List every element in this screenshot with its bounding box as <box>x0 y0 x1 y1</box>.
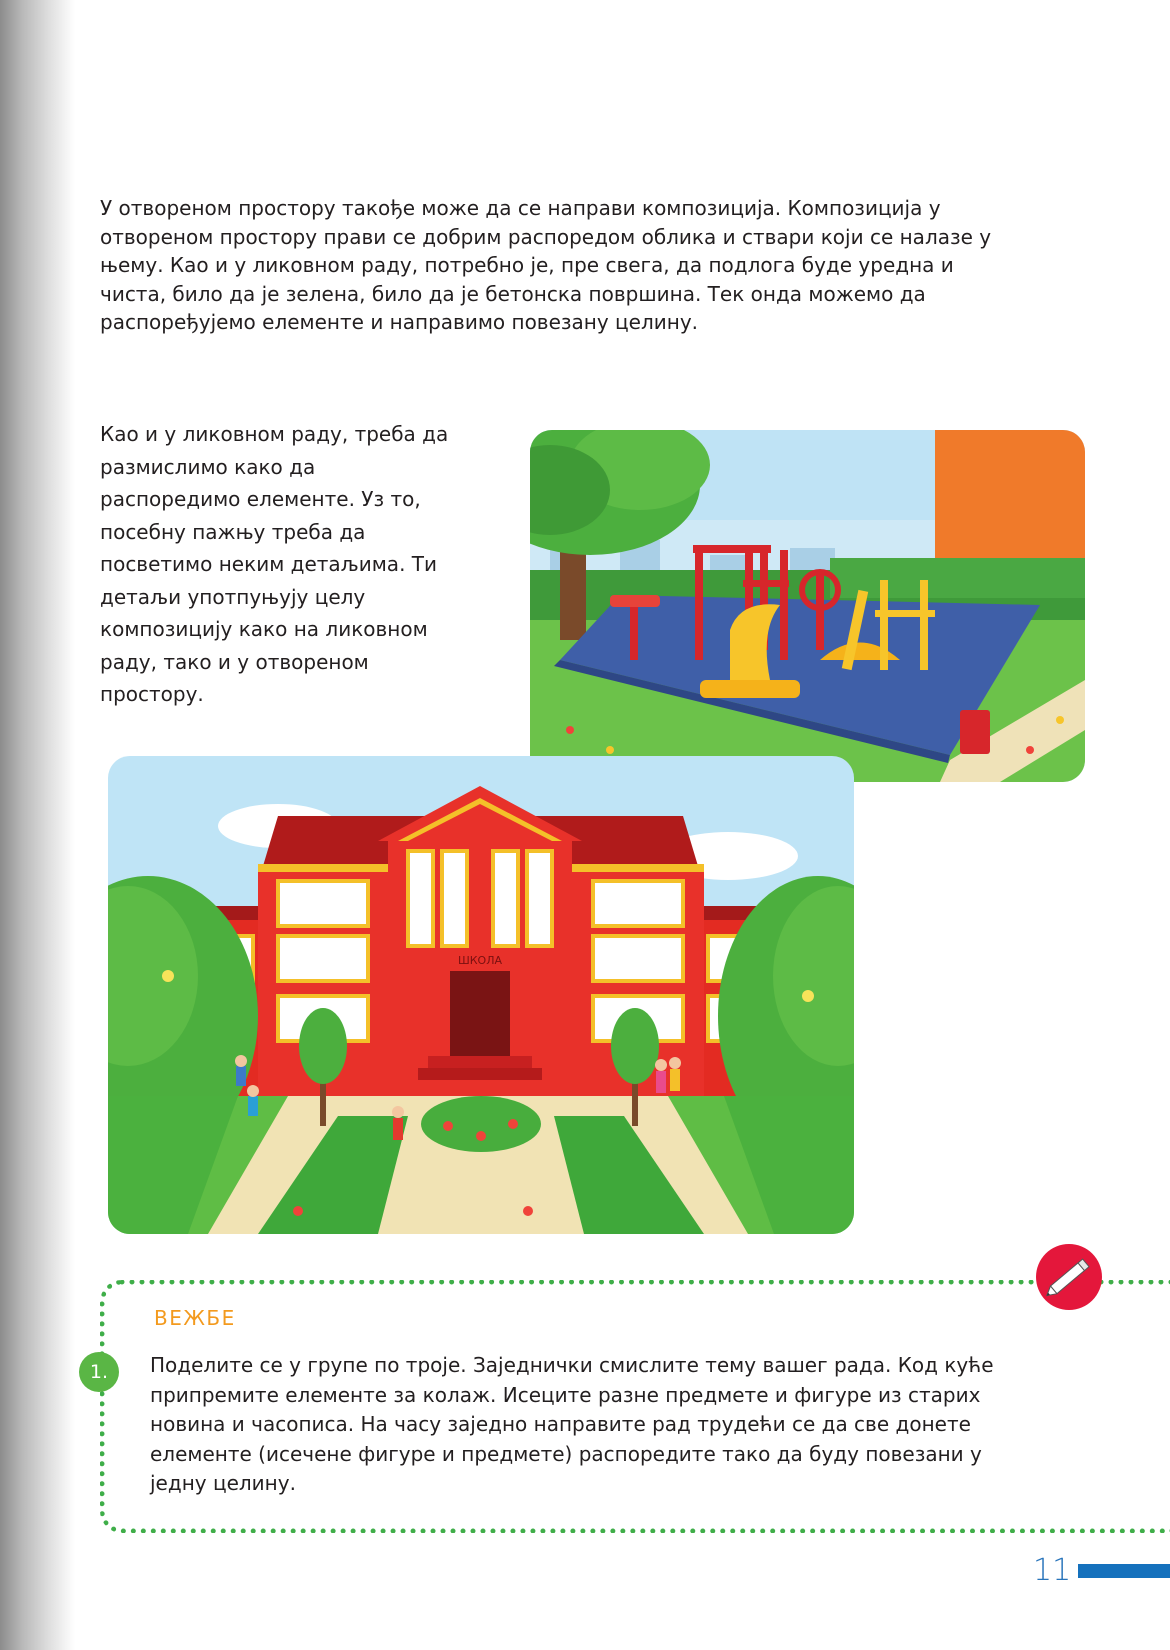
exercise-heading: ВЕЖБЕ <box>154 1306 236 1330</box>
detail-paragraph: Као и у ликовном раду, треба да размислимо како да распоредимо елементе. Уз то, посебну пажњу треба да посветимо неким детаљима. Ти детаљи употпуњују целу композицију како на ликовном раду, тако и у отвореном простору. <box>100 422 449 706</box>
playground-illustration <box>530 430 1085 782</box>
page-number: 11 <box>1033 1553 1072 1588</box>
pencil-icon <box>1035 1243 1103 1311</box>
school-sign: ШКОЛА <box>457 954 503 967</box>
intro-paragraph: У отвореном простору такође може да се направи композиција. Композиција у отвореном простору прави се добрим распоредом облика и ствари који се налазе у њему. Као и у ликовном раду, потребно је, пре свега, да подлога буде уредна и чиста, било да је зелена, било да је бетонска површина. Тек онда можемо да распоређујемо елементе и направимо повезану целину. <box>100 196 992 334</box>
book-spine-shadow <box>0 0 75 1650</box>
exercise-number-badge: 1. <box>79 1352 119 1392</box>
page-number-bar <box>1078 1564 1170 1578</box>
exercise-text: Поделите се у групе по троје. Заједнички смислите тему вашег рада. Код куће припремите елементе за колаж. Исеците разне предмете и фигуре из старих новина и часописа. На часу заједно направите рад трудећи се да све донете елементе (исечене фигуре и предмете) распоредите тако да буду повезани у једну целину. <box>150 1353 994 1495</box>
school-illustration <box>108 756 854 1234</box>
